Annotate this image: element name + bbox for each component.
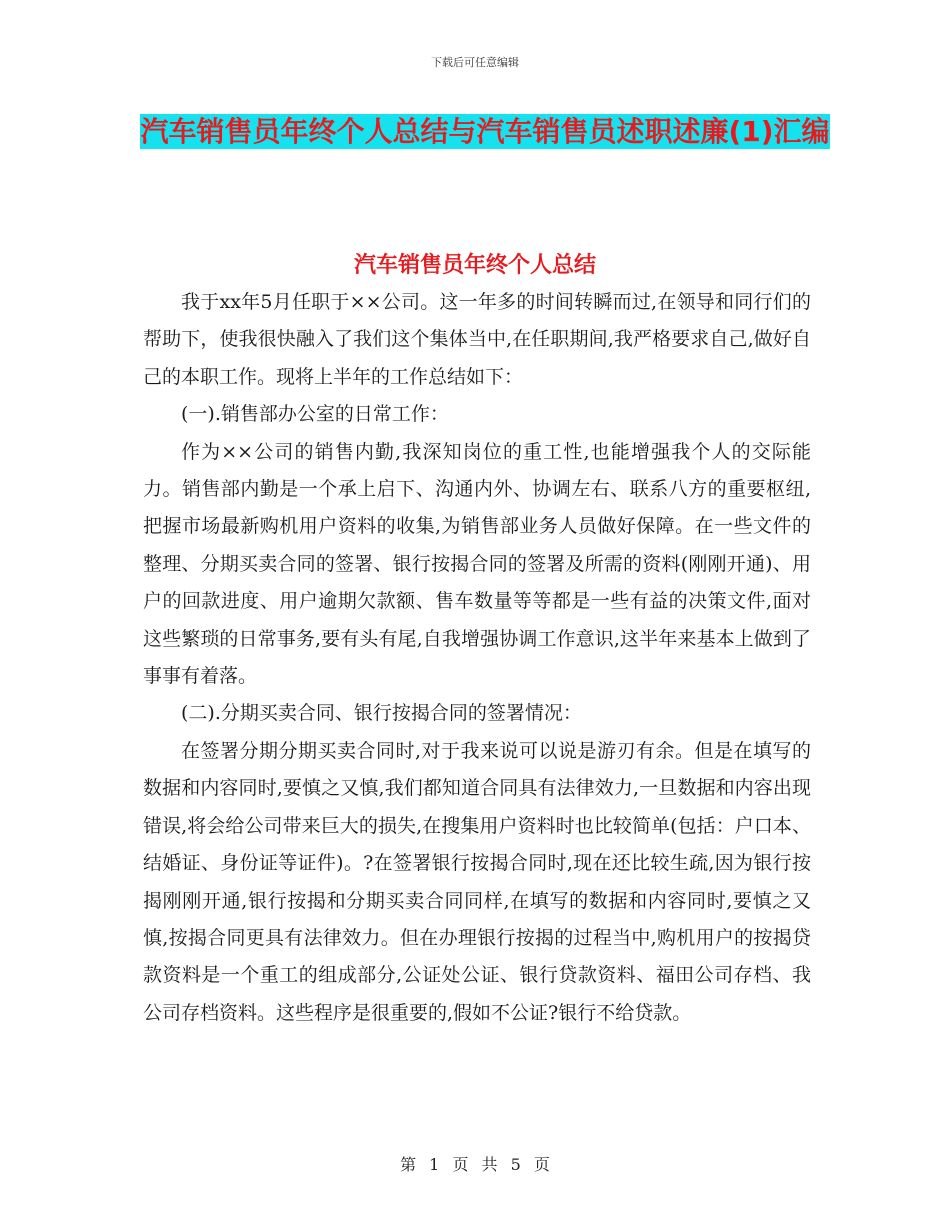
paragraph: 作为××公司的销售内勤,我深知岗位的重工性,也能增强我个人的交际能力。销售部内勤是一个承上启下、沟通内外、协调左右、联系八方的重要枢纽,把握市场最新购机用户资料的收集,为销售部业务人员做好保障。在一些文件的整理、分期买卖合同的签署、银行按揭合同的签署及所需的资料(刚刚开通)、用户的回款进度、用户逾期欠款额、售车数量等等都是一些有益的决策文件,面对这些繁琐的日常事务,要有头有尾,自我增强协调工作意识,这半年来基本上做到了事事有着落。 [143, 440, 811, 688]
document-title [140, 108, 830, 156]
paragraph: 在签署分期分期买卖合同时,对于我来说可以说是游刃有余。但是在填写的数据和内容同时,要慎之又慎,我们都知道合同具有法律效力,一旦数据和内容出现错误,将会给公司带来巨大的损失,在搜集用户资料时也比较简单(包括：户口本、结婚证、身份证等证件)。?在签署银行按揭合同时,现在还比较生疏,因为银行按揭刚刚开通,银行按揭和分期买卖合同同样,在填写的数据和内容同时,要慎之又慎,按揭合同更具有法律效力。但在办理银行按揭的过程当中,购机用户的按揭贷款资料是一个重工的组成部分,公证处公证、银行贷款资料、福田公司存档、我公司存档资料。这些程序是很重要的,假如不公证?银行不给贷款。 [143, 739, 811, 1024]
paragraph: (二).分期买卖合同、银行按揭合同的签署情况： [181, 702, 582, 725]
document-title-text: 汽车销售员年终个人总结与汽车销售员述职述廉(1)汇编 [140, 115, 830, 148]
section-title: 汽车销售员年终个人总结 [353, 253, 596, 278]
header-note: 下载后可任意编辑 [431, 56, 519, 69]
paragraph: (一).销售部办公室的日常工作： [181, 403, 449, 426]
page-footer: 第 1 页 共 5 页 [400, 1155, 550, 1174]
document-body [143, 284, 811, 1032]
paragraph: 我于xx年5月任职于××公司。这一年多的时间转瞬而过,在领导和同行们的帮助下，使我很快融入了我们这个集体当中,在任职期间,我严格要求自己,做好自己的本职工作。现将上半年的工作总结如下： [143, 291, 811, 388]
